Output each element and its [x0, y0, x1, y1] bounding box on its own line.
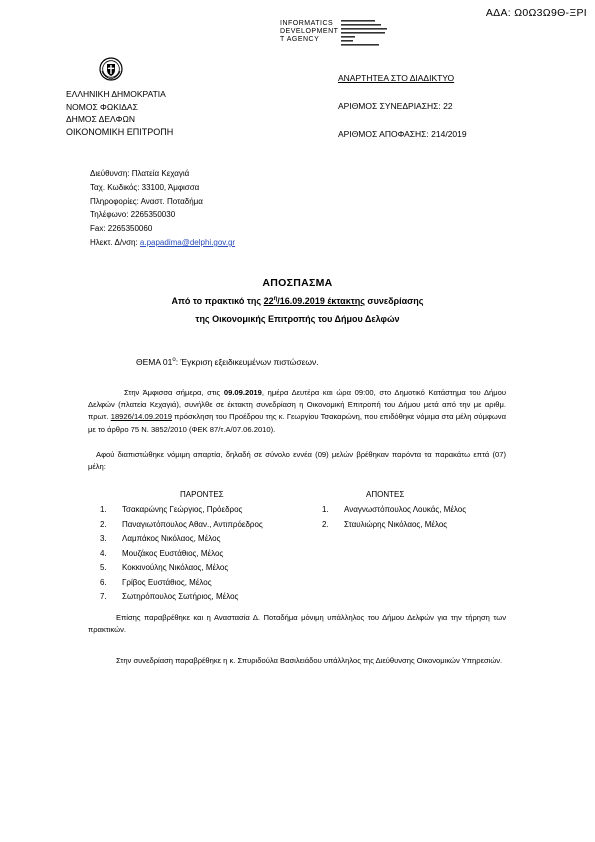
contact-block [90, 167, 235, 250]
paragraph-staff: Στην συνεδρίαση παραβρέθηκε η κ. Σπυριδούλα Βασιλειάδου υπάλληλος της Διεύθυνσης Οικονομικών Υπηρεσιών. [116, 656, 503, 665]
list-item [100, 576, 263, 591]
document-subtitle [0, 296, 595, 306]
subtitle-session [264, 296, 365, 306]
paragraph-quorum: Αφού διαπιστώθηκε νόμιμη απαρτία, δηλαδή σε σύνολο εννέα (09) μελών βρέθηκαν παρόντα τα παρακάτω επτά (07) μέλη: [88, 450, 506, 472]
member-name: Παναγιωτόπουλος Αθαν., Αντιπρόεδρος [122, 519, 263, 529]
session-date: /16.09.2019 έκτακτης [277, 296, 365, 306]
p1-part-a: Στην Άμφισσα σήμερα, στις [124, 388, 224, 397]
item-number: 7. [100, 592, 107, 601]
contact-email-label: Ηλεκτ. Δ/νση: [90, 237, 140, 247]
subject-line [136, 357, 319, 367]
item-number: 1. [322, 505, 329, 514]
p1-part-e: πρόσκληση του Προέδρου της κ. Γεωργίου Τσακαρώνη, που επιδόθηκε νόμιμα στα μέλη σύμφωνα με το άρθρο 75 Ν. 3852/2010 (ΦΕΚ 87/τ.Α/07.06.2010). [88, 412, 506, 434]
item-number: 6. [100, 577, 107, 587]
session-superscript: η [273, 296, 278, 302]
paragraph-meeting [88, 387, 506, 436]
contact-address: Διεύθυνση: Πλατεία Κεχαγιά [90, 169, 190, 178]
list-item [322, 518, 466, 533]
list-item [100, 590, 263, 605]
agency-fine-print [340, 20, 400, 58]
agency-line-2: DEVELOPMENT [280, 28, 339, 35]
member-name: Σωτηρόπουλος Σωτήριος, Μέλος [122, 592, 239, 601]
member-name: Λαμπάκος Νικόλαος, Μέλος [122, 534, 221, 543]
header-prefecture: ΝΟΜΟΣ ΦΩΚΙΔΑΣ [66, 101, 138, 112]
item-number: 2. [100, 519, 107, 529]
list-item [100, 532, 263, 547]
subtitle-suffix: συνεδρίασης [364, 296, 424, 306]
p1-date: 09.09.2019 [223, 388, 262, 397]
posted-online-label: ΑΝΑΡΤΗΤΕΑ ΣΤΟ ΔΙΑΔΙΚΤΥΟ [338, 73, 455, 83]
list-item [322, 503, 466, 518]
p1-part-c: , ημέρα Δευτέρα και ώρα 09:00, στο Δημοτικό Κατάστημα του Δήμου Δελφών (πλατεία Κεχαγιά), συνήλθε σε έκτακτη συνεδρίαση η Οικονομική Επιτροπή του Δήμου μετά από την με αριθμ. πρωτ. [88, 388, 506, 422]
agency-line-1: INFORMATICS [280, 20, 334, 27]
contact-postcode: Ταχ. Κωδικός: 33100, Άμφισσα [90, 182, 200, 192]
decision-number: ΑΡΙΘΜΟΣ ΑΠΟΦΑΣΗΣ: 214/2019 [338, 129, 467, 139]
greek-emblem-icon [99, 57, 123, 81]
issuer-header [66, 88, 173, 138]
list-item [100, 547, 263, 562]
subject-text: : Έγκριση εξειδικευμένων πιστώσεων. [175, 357, 319, 367]
document-title: ΑΠΟΣΠΑΣΜΑ [262, 277, 333, 289]
contact-email-row [90, 236, 235, 250]
ada-code: ΑΔΑ: Ω0Ω3Ω9Θ-ΞΡΙ [485, 7, 587, 19]
header-municipality: ΔΗΜΟΣ ΔΕΛΦΩΝ [66, 114, 135, 124]
contact-email-link[interactable]: a.papadima@delphi.gov.gr [139, 237, 236, 247]
subject-label: ΘΕΜΑ 01 [136, 357, 173, 367]
member-name: Αναγνωστόπουλος Λουκάς, Μέλος [344, 505, 467, 514]
document-subtitle-2: της Οικονομικής Επιτροπής του Δήμου Δελφών [195, 314, 400, 324]
subject-superscript: ο [172, 357, 176, 364]
item-number: 5. [100, 563, 107, 572]
present-heading: ΠΑΡΟΝΤΕΣ [180, 490, 224, 499]
contact-phone: Τηλέφωνο: 2265350030 [90, 210, 176, 220]
list-item [100, 518, 263, 533]
item-number: 3. [100, 534, 107, 543]
paragraph-secretary: Επίσης παραβρέθηκε και η Αναστασία Δ. Ποταδήμα μόνιμη υπάλληλος του Δήμου Δελφών για την τήρηση των πρακτικών. [88, 613, 506, 635]
absent-heading: ΑΠΟΝΤΕΣ [366, 490, 405, 499]
meeting-number: ΑΡΙΘΜΟΣ ΣΥΝΕΔΡΙΑΣΗΣ: 22 [338, 101, 453, 111]
session-number: 22 [263, 296, 274, 306]
member-name: Τσακαρώνης Γεώργιος, Πρόεδρος [122, 505, 243, 514]
agency-line-3: T AGENCY [280, 36, 320, 43]
contact-fax: Fax: 2265350060 [90, 224, 153, 234]
p1-protocol: 18926/14.09.2019 [110, 412, 172, 422]
member-name: Κοκκινούλης Νικόλαος, Μέλος [122, 563, 229, 572]
header-republic: ΕΛΛΗΝΙΚΗ ΔΗΜΟΚΡΑΤΙΑ [66, 89, 166, 99]
item-number: 2. [322, 519, 329, 529]
header-committee: ΟΙΚΟΝΟΜΙΚΗ ΕΠΙΤΡΟΠΗ [66, 126, 174, 137]
item-number: 4. [100, 548, 107, 558]
list-item [100, 561, 263, 576]
agency-logo [280, 20, 338, 44]
subtitle-prefix: Από το πρακτικό της [171, 296, 264, 306]
absent-list [322, 503, 466, 532]
present-list [100, 503, 263, 605]
list-item [100, 503, 263, 518]
contact-info: Πληροφορίες: Αναστ. Ποταδήμα [90, 196, 203, 206]
item-number: 1. [100, 505, 107, 514]
member-name: Σταυλιώρης Νικόλαος, Μέλος [344, 519, 448, 529]
member-name: Μουζάκος Ευστάθιος, Μέλος [122, 548, 224, 558]
member-name: Γρίβος Ευστάθιος, Μέλος [122, 577, 212, 587]
